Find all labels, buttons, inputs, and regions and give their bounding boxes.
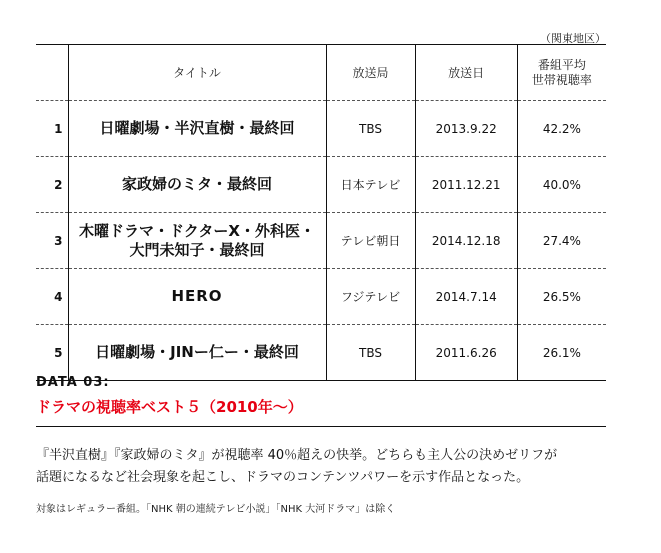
rank-cell: 2 [36,157,68,213]
rating-cell: 40.0% [517,157,606,213]
table-row [36,269,606,325]
table-header-row [36,45,606,101]
date-cell: 2013.9.22 [415,101,517,157]
summary-line-1: 『半沢直樹』『家政婦のミタ』が視聴率 40％超えの快挙。どちらも主人公の決めゼリフが [36,448,558,463]
section-label: DATA 03: [36,375,110,390]
title-cell [68,157,326,213]
title-cell [68,269,326,325]
title-cell [68,325,326,381]
date-cell: 2011.12.21 [415,157,517,213]
table-row [36,157,606,213]
date-cell: 2014.12.18 [415,213,517,269]
ratings-table [36,44,606,381]
header-rating [517,45,606,101]
date-cell: 2014.7.14 [415,269,517,325]
header-rank [36,45,68,101]
summary-line-2: 話題になるなど社会現象を起こし、ドラマのコンテンツパワーを示す作品となった。 [36,470,530,485]
header-station: 放送局 [326,45,415,101]
rank-cell: 5 [36,325,68,381]
table-row [36,325,606,381]
region-note: （関東地区） [540,32,606,45]
station-cell: フジテレビ [326,269,415,325]
title-cell [68,101,326,157]
rating-cell: 26.5% [517,269,606,325]
rank-cell: 1 [36,101,68,157]
rating-cell: 26.1% [517,325,606,381]
footnote: 対象はレギュラー番組。「NHK 朝の連続テレビ小説」「NHK 大河ドラマ」は除く [36,504,396,515]
table-row [36,101,606,157]
station-cell: TBS [326,325,415,381]
title-cell [68,213,326,269]
rank-cell: 4 [36,269,68,325]
header-rating-line2: 世帯視聴率 [531,72,592,87]
title-text-line2: 大門未知子・最終回 [129,240,265,259]
header-date: 放送日 [415,45,517,101]
title-text: 日曜劇場・半沢直樹・最終回 [99,119,295,137]
station-cell: 日本テレビ [326,157,415,213]
title-text-line1: 木曜ドラマ・ドクターX・外科医・ [79,221,315,240]
rating-cell: 27.4% [517,213,606,269]
station-cell: テレビ朝日 [326,213,415,269]
rank-cell: 3 [36,213,68,269]
table-row [36,213,606,269]
title-text: 日曜劇場・JINー仁ー・最終回 [95,343,299,361]
section-divider [36,426,606,427]
header-title: タイトル [68,45,326,101]
title-text: HERO [171,287,223,305]
summary-text [36,445,616,489]
date-cell: 2011.6.26 [415,325,517,381]
station-cell: TBS [326,101,415,157]
section-title: ドラマの視聴率ベスト５（2010年〜） [36,398,303,416]
title-text: 家政婦のミタ・最終回 [121,175,272,193]
header-rating-line1: 番組平均 [537,57,586,72]
rating-cell: 42.2% [517,101,606,157]
